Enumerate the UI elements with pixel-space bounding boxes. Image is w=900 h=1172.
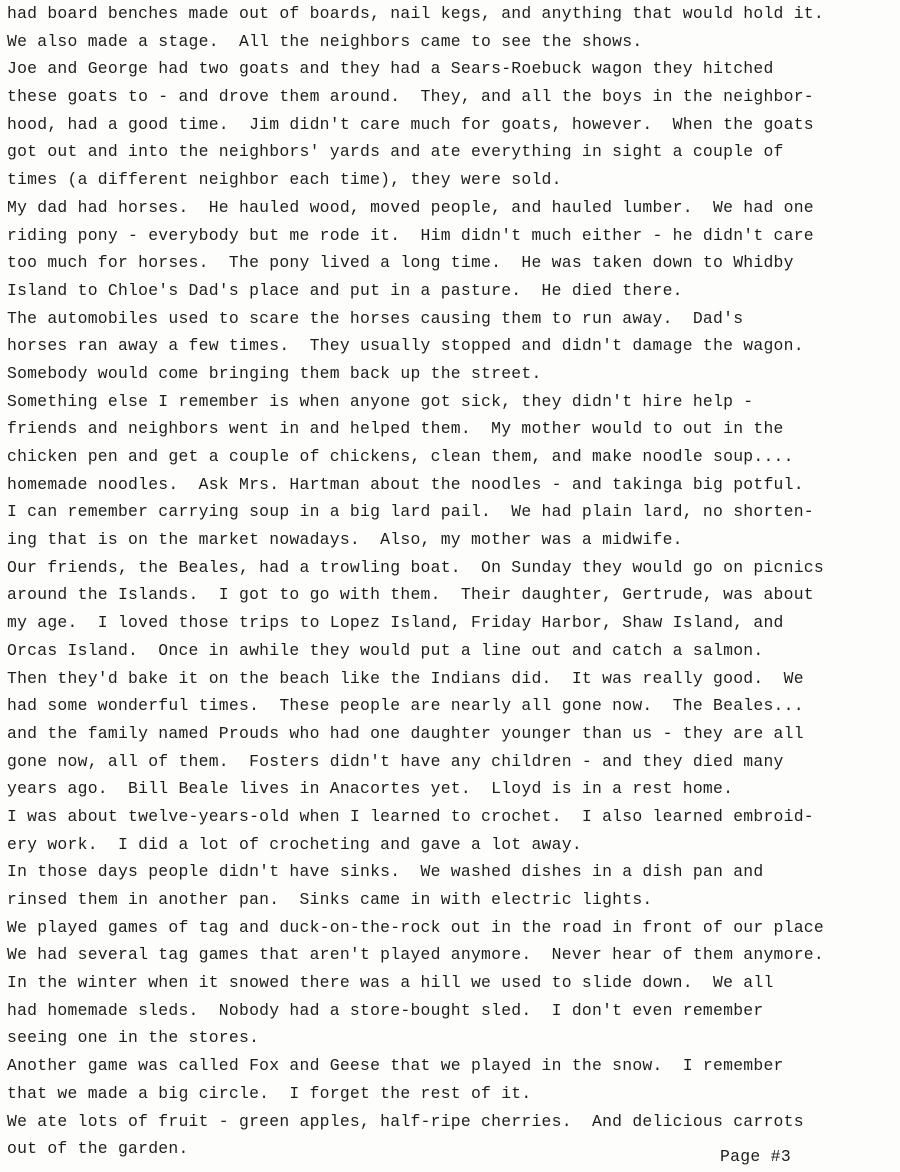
text-line: riding pony - everybody but me rode it. Him didn't much either - he didn't care [7,225,814,245]
text-line: We also made a stage. All the neighbors came to see the shows. [7,31,643,51]
text-line: The automobiles used to scare the horses causing them to run away. Dad's [7,308,744,328]
text-line: years ago. Bill Beale lives in Anacortes yet. Lloyd is in a rest home. [7,779,734,799]
text-line: Island to Chloe's Dad's place and put in a pasture. He died there. [7,280,683,300]
page-number: Page #3 [720,1147,791,1166]
text-line: out of the garden. [7,1139,189,1159]
text-line: homemade noodles. Ask Mrs. Hartman about the noodles - and takinga big potful. [7,474,804,494]
text-line: In those days people didn't have sinks. We washed dishes in a dish pan and [7,862,764,882]
text-line: Somebody would come bringing them back up the street. [7,363,542,383]
text-line: my age. I loved those trips to Lopez Island, Friday Harbor, Shaw Island, and [7,613,784,633]
text-line: friends and neighbors went in and helped them. My mother would to out in the [7,419,784,439]
text-line: around the Islands. I got to go with them. Their daughter, Gertrude, was about [7,585,814,605]
text-line: seeing one in the stores. [7,1028,260,1048]
text-line: Our friends, the Beales, had a trowling boat. On Sunday they would go on picnics [7,557,824,577]
text-line: ing that is on the market nowadays. Also, my mother was a midwife. [7,530,683,550]
text-line: I can remember carrying soup in a big lard pail. We had plain lard, no shorten- [7,502,814,522]
text-line: times (a different neighbor each time), they were sold. [7,170,562,190]
text-line: had some wonderful times. These people are nearly all gone now. The Beales... [7,696,804,716]
text-line: rinsed them in another pan. Sinks came in with electric lights. [7,890,653,909]
text-line: Orcas Island. Once in awhile they would put a line out and catch a salmon. [7,640,764,660]
text-line: these goats to - and drove them around. They, and all the boys in the neighbor- [7,87,814,107]
text-line: got out and into the neighbors' yards and ate everything in sight a couple of [7,142,784,162]
text-line: Something else I remember is when anyone got sick, they didn't hire help - [7,391,754,411]
text-line: In the winter when it snowed there was a hill we used to slide down. We all [7,973,774,993]
text-line: chicken pen and get a couple of chickens, clean them, and make noodle soup.... [7,447,794,466]
text-line: ery work. I did a lot of crocheting and gave a lot away. [7,834,582,854]
text-line: gone now, all of them. Fosters didn't have any children - and they died many [7,751,784,771]
text-line: We had several tag games that aren't played anymore. Never hear of them anymore. [7,945,824,965]
page-text [7,0,900,1163]
text-line: My dad had horses. He hauled wood, moved people, and hauled lumber. We had one [7,197,814,217]
text-line: and the family named Prouds who had one daughter younger than us - they are all [7,723,804,743]
text-line: hood, had a good time. Jim didn't care much for goats, however. When the goats [7,114,814,134]
text-line: too much for horses. The pony lived a long time. He was taken down to Whidby [7,253,794,273]
text-line: We played games of tag and duck-on-the-rock out in the road in front of our place [7,917,824,937]
text-line: Then they'd bake it on the beach like the Indians did. It was really good. We [7,668,804,688]
text-line: had board benches made out of boards, nail kegs, and anything that would hold it. [7,4,824,23]
text-line: horses ran away a few times. They usually stopped and didn't damage the wagon. [7,336,804,356]
text-line: Joe and George had two goats and they had a Sears-Roebuck wagon they hitched [7,59,774,79]
text-line: Another game was called Fox and Geese that we played in the snow. I remember [7,1056,784,1076]
text-line: had homemade sleds. Nobody had a store-bought sled. I don't even remember [7,1000,764,1020]
text-line: We ate lots of fruit - green apples, half-ripe cherries. And delicious carrots [7,1111,804,1131]
text-line: that we made a big circle. I forget the rest of it. [7,1083,532,1103]
text-line: I was about twelve-years-old when I learned to crochet. I also learned embroid- [7,806,814,826]
